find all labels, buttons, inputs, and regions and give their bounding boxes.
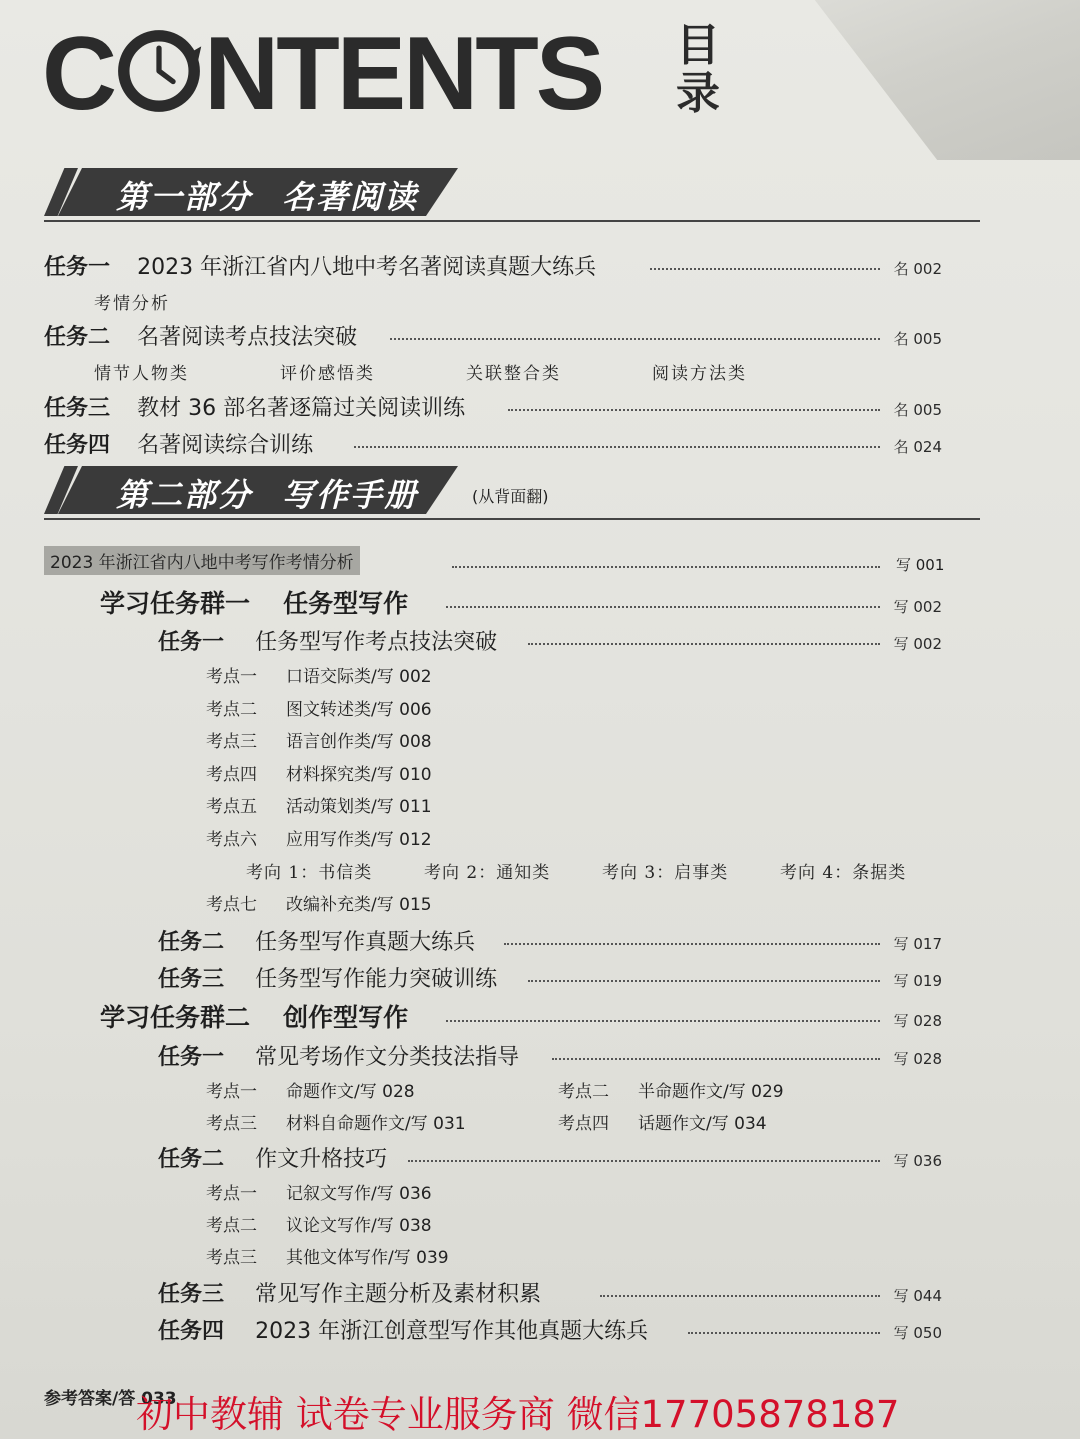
leader-dots xyxy=(354,446,880,448)
leader-dots xyxy=(446,606,880,608)
divider xyxy=(44,518,980,520)
toc-entry[interactable] xyxy=(158,1040,942,1074)
leader-dots xyxy=(446,1020,880,1022)
entry-label: 任务一 xyxy=(44,255,111,280)
entry-label: 任务二 xyxy=(158,1147,225,1172)
toc-entry[interactable] xyxy=(158,925,942,959)
toc-entry[interactable] xyxy=(158,962,942,996)
entry-title: 2023 年浙江创意型写作其他真题大练兵 xyxy=(255,1319,649,1344)
group-label: 学习任务群一 xyxy=(100,589,251,618)
entry-page: 写 028 xyxy=(893,1050,942,1068)
entry-page: 写 001 xyxy=(896,556,945,574)
leader-dots xyxy=(504,943,880,945)
leader-dots xyxy=(600,1295,880,1297)
leader-dots xyxy=(452,566,880,568)
exam-point[interactable]: 考点三 材料自命题作文/写 031 xyxy=(206,1114,466,1134)
entry-page: 名 024 xyxy=(893,438,942,456)
exam-point[interactable]: 考点七 改编补充类/写 015 xyxy=(206,895,432,915)
sub-topic: 情节人物类 xyxy=(94,364,189,384)
entry-label: 任务二 xyxy=(158,930,225,955)
contents-logo: C NTENTS xyxy=(42,16,603,132)
leader-dots xyxy=(552,1058,880,1060)
leader-dots xyxy=(528,643,880,645)
exam-point[interactable]: 考点一 命题作文/写 028 xyxy=(206,1082,415,1102)
entry-title: 教材 36 部名著逐篇过关阅读训练 xyxy=(137,396,466,421)
entry-label: 任务四 xyxy=(158,1319,225,1344)
part2-heading-b: 写作手册 xyxy=(282,476,419,514)
leader-dots xyxy=(390,338,880,340)
entry-page: 写 036 xyxy=(893,1152,942,1170)
entry-page: 写 002 xyxy=(893,598,942,616)
exam-point[interactable]: 考点五 活动策划类/写 011 xyxy=(206,797,432,817)
exam-direction: 考向 1：书信类 xyxy=(246,863,373,883)
exam-point[interactable]: 考点六 应用写作类/写 012 xyxy=(206,830,432,850)
entry-page: 写 028 xyxy=(893,1012,942,1030)
leader-dots xyxy=(688,1332,880,1334)
analysis-tag[interactable]: 2023 年浙江省内八地中考写作考情分析 xyxy=(44,546,360,575)
exam-point[interactable]: 考点二 议论文写作/写 038 xyxy=(206,1216,432,1236)
entry-title: 任务型写作考点技法突破 xyxy=(255,630,498,655)
entry-page: 名 005 xyxy=(893,401,942,419)
flip-note: (从背面翻) xyxy=(472,487,549,506)
answer-page-ref: 参考答案/答 033 xyxy=(44,1389,177,1409)
exam-point[interactable]: 考点二 半命题作文/写 029 xyxy=(558,1082,784,1102)
leader-dots xyxy=(408,1160,880,1162)
toc-entry[interactable] xyxy=(158,625,942,659)
clock-icon xyxy=(115,27,203,115)
entry-title: 常见写作主题分析及素材积累 xyxy=(255,1282,542,1307)
exam-point[interactable]: 考点一 口语交际类/写 002 xyxy=(206,667,432,687)
part1-banner xyxy=(58,168,478,216)
entry-title: 任务型写作能力突破训练 xyxy=(255,967,498,992)
entry-title: 名著阅读综合训练 xyxy=(137,433,314,458)
leader-dots xyxy=(528,980,880,982)
leader-dots xyxy=(650,268,880,270)
watermark-text: 初中教辅 试卷专业服务商 微信17705878187 xyxy=(136,1393,900,1436)
task-group[interactable] xyxy=(100,584,942,618)
exam-point[interactable]: 考点三 其他文体写作/写 039 xyxy=(206,1248,449,1268)
part2-heading-a: 第二部分 xyxy=(116,476,253,514)
entry-label: 任务一 xyxy=(158,1045,225,1070)
entry-label: 任务二 xyxy=(44,325,111,350)
title-mulu: 目 录 xyxy=(676,20,720,119)
toc-entry[interactable] xyxy=(158,1314,942,1348)
divider xyxy=(44,220,980,222)
sub-topic: 关联整合类 xyxy=(466,364,561,384)
exam-point[interactable]: 考点四 话题作文/写 034 xyxy=(558,1114,767,1134)
task-group[interactable] xyxy=(100,998,942,1032)
entry-label: 任务三 xyxy=(44,396,111,421)
entry-page: 写 002 xyxy=(893,635,942,653)
entry-page: 写 019 xyxy=(893,972,942,990)
part2-banner xyxy=(58,466,478,514)
toc-entry[interactable] xyxy=(158,1142,942,1176)
toc-entry[interactable] xyxy=(44,250,942,284)
part1-heading-a: 第一部分 xyxy=(116,178,253,216)
entry-title: 作文升格技巧 xyxy=(255,1147,388,1172)
part1-heading-b: 名著阅读 xyxy=(282,178,419,216)
entry-page: 写 044 xyxy=(893,1287,942,1305)
toc-entry[interactable] xyxy=(158,1277,942,1311)
entry-page: 写 050 xyxy=(893,1324,942,1342)
entry-title: 2023 年浙江省内八地中考名著阅读真题大练兵 xyxy=(137,255,597,280)
sub-topic: 考情分析 xyxy=(94,294,170,314)
entry-label: 任务四 xyxy=(44,433,111,458)
entry-page: 名 002 xyxy=(893,260,942,278)
entry-page: 写 017 xyxy=(893,935,942,953)
toc-entry[interactable] xyxy=(44,320,942,354)
group-title: 创作型写作 xyxy=(283,1003,409,1032)
group-title: 任务型写作 xyxy=(283,589,409,618)
exam-direction: 考向 3：启事类 xyxy=(602,863,729,883)
entry-label: 任务三 xyxy=(158,1282,225,1307)
toc-entry[interactable] xyxy=(44,391,942,425)
entry-title: 名著阅读考点技法突破 xyxy=(137,325,358,350)
sub-topic: 阅读方法类 xyxy=(652,364,747,384)
sub-topic: 评价感悟类 xyxy=(280,364,375,384)
exam-point[interactable]: 考点二 图文转述类/写 006 xyxy=(206,700,432,720)
exam-point[interactable]: 考点三 语言创作类/写 008 xyxy=(206,732,432,752)
entry-page: 名 005 xyxy=(893,330,942,348)
group-label: 学习任务群二 xyxy=(100,1003,251,1032)
entry-title: 任务型写作真题大练兵 xyxy=(255,930,476,955)
leader-dots xyxy=(508,409,880,411)
exam-point[interactable]: 考点一 记叙文写作/写 036 xyxy=(206,1184,432,1204)
entry-label: 任务一 xyxy=(158,630,225,655)
exam-point[interactable]: 考点四 材料探究类/写 010 xyxy=(206,765,432,785)
exam-direction: 考向 2：通知类 xyxy=(424,863,551,883)
entry-label: 任务三 xyxy=(158,967,225,992)
toc-entry[interactable] xyxy=(44,428,942,462)
background-decoration xyxy=(740,0,1080,160)
exam-direction: 考向 4：条据类 xyxy=(780,863,907,883)
entry-title: 常见考场作文分类技法指导 xyxy=(255,1045,520,1070)
